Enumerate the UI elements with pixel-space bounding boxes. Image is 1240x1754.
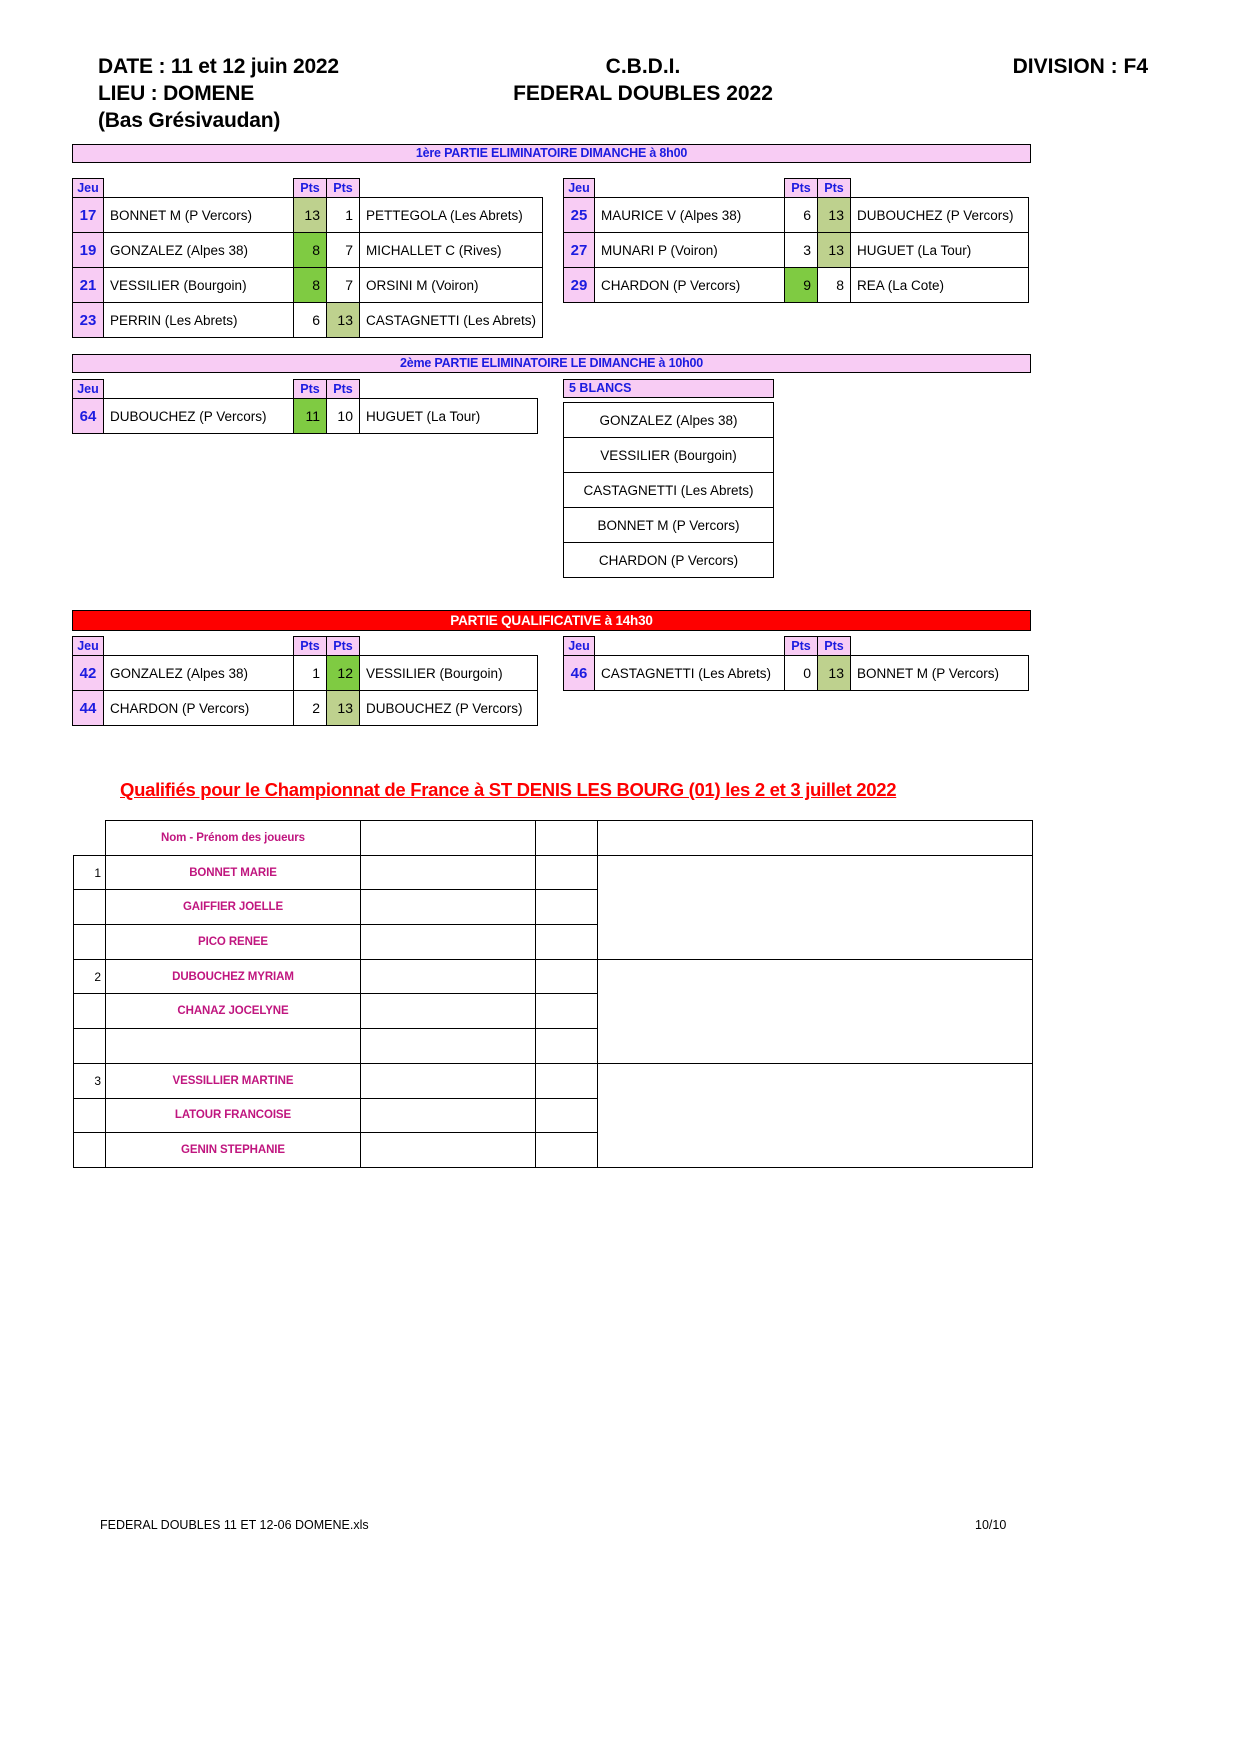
qualified-blank-cell-2 — [536, 1133, 598, 1168]
section1-right-table — [563, 178, 1029, 303]
s1r-player-left: MUNARI P (Voiron) — [595, 233, 785, 268]
qualified-blank-cell-3 — [598, 959, 1033, 994]
section1-left-table — [72, 178, 543, 338]
qualified-blank-cell-1 — [361, 1133, 536, 1168]
s1l-score-left: 6 — [294, 303, 327, 338]
qualified-name-header: Nom - Prénom des joueurs — [106, 821, 361, 856]
event-location-sub: (Bas Grésivaudan) — [98, 109, 281, 132]
section1-banner: 1ère PARTIE ELIMINATOIRE DIMANCHE à 8h00 — [72, 144, 1031, 163]
s2l-spacer-2 — [360, 380, 538, 399]
qualified-blank-cell-1 — [361, 1098, 536, 1133]
qualified-team-index: 1 — [74, 855, 106, 890]
s3l-game-number: 44 — [73, 691, 104, 726]
s2l-player-left: DUBOUCHEZ (P Vercors) — [104, 399, 294, 434]
blancs-row — [564, 508, 774, 543]
s1r-score-left: 6 — [785, 198, 818, 233]
s3l-player-left: CHARDON (P Vercors) — [104, 691, 294, 726]
s3r-spacer-2 — [851, 637, 1029, 656]
match-row — [73, 268, 543, 303]
s3l-score-right: 13 — [327, 691, 360, 726]
s2l-player-right: HUGUET (La Tour) — [360, 399, 538, 434]
qualified-player-row — [74, 925, 1033, 960]
s1l-player-left: GONZALEZ (Alpes 38) — [104, 233, 294, 268]
blancs-list-table — [563, 402, 774, 578]
s1l-score-right: 7 — [327, 233, 360, 268]
qualified-player-name: GAIFFIER JOELLE — [106, 890, 361, 925]
s1r-score-left: 3 — [785, 233, 818, 268]
match-row — [73, 198, 543, 233]
s1r-spacer-2 — [851, 179, 1029, 198]
s1l-game-number: 23 — [73, 303, 104, 338]
blancs-player-name: CHARDON (P Vercors) — [564, 543, 774, 578]
qualified-player-name: VESSILLIER MARTINE — [106, 1063, 361, 1098]
s1l-score-right: 1 — [327, 198, 360, 233]
s2l-score-right: 10 — [327, 399, 360, 434]
s1l-player-right: ORSINI M (Voiron) — [360, 268, 543, 303]
s3r-spacer-1 — [595, 637, 785, 656]
qualified-blank-cell-3 — [598, 1063, 1033, 1098]
qualified-player-name: DUBOUCHEZ MYRIAM — [106, 959, 361, 994]
s3l-score-right: 12 — [327, 656, 360, 691]
qualified-player-name: GENIN STEPHANIE — [106, 1133, 361, 1168]
s3l-score-left: 2 — [294, 691, 327, 726]
qualified-player-name: BONNET MARIE — [106, 855, 361, 890]
s1r-game-number: 27 — [564, 233, 595, 268]
s3l-pts-label-1: Pts — [294, 637, 327, 656]
blancs-player-name: CASTAGNETTI (Les Abrets) — [564, 473, 774, 508]
s1l-label-row — [73, 179, 543, 198]
qualified-team-index — [74, 1029, 106, 1064]
s1r-player-right: DUBOUCHEZ (P Vercors) — [851, 198, 1029, 233]
s1r-score-left: 9 — [785, 268, 818, 303]
s2l-score-left: 11 — [294, 399, 327, 434]
qualified-player-row — [74, 1063, 1033, 1098]
division-label: DIVISION : F4 — [1012, 55, 1148, 78]
s3l-player-right: DUBOUCHEZ (P Vercors) — [360, 691, 538, 726]
s3l-score-left: 1 — [294, 656, 327, 691]
qualified-blank-cell-3 — [598, 1029, 1033, 1064]
section3-right-table — [563, 636, 1029, 691]
section3-left-table — [72, 636, 538, 726]
footer-filename: FEDERAL DOUBLES 11 ET 12-06 DOMENE.xls — [100, 1518, 369, 1532]
qualified-blank-cell-2 — [536, 1029, 598, 1064]
qualified-blank-cell-3 — [598, 994, 1033, 1029]
s2l-spacer-1 — [104, 380, 294, 399]
s1r-score-right: 8 — [818, 268, 851, 303]
qualified-player-name — [106, 1029, 361, 1064]
organizer-name: C.B.D.I. — [605, 55, 681, 78]
s1r-game-number: 29 — [564, 268, 595, 303]
s3r-score-right: 13 — [818, 656, 851, 691]
qualified-blank-cell-2 — [536, 1063, 598, 1098]
s1r-pts-label-2: Pts — [818, 179, 851, 198]
s1l-player-right: MICHALLET C (Rives) — [360, 233, 543, 268]
qualified-player-row — [74, 890, 1033, 925]
s1l-score-left: 8 — [294, 233, 327, 268]
footer-page-number: 10/10 — [975, 1518, 1007, 1532]
qualified-player-row — [74, 1133, 1033, 1168]
s1l-player-left: PERRIN (Les Abrets) — [104, 303, 294, 338]
s1r-player-right: HUGUET (La Tour) — [851, 233, 1029, 268]
s1l-player-right: CASTAGNETTI (Les Abrets) — [360, 303, 543, 338]
s3r-label-row — [564, 637, 1029, 656]
s1l-pts-label-2: Pts — [327, 179, 360, 198]
qualified-blank-cell-3 — [598, 1133, 1033, 1168]
blancs-row — [564, 473, 774, 508]
s3l-jeu-label: Jeu — [73, 637, 104, 656]
match-row — [73, 656, 538, 691]
s1l-game-number: 19 — [73, 233, 104, 268]
s3l-spacer-2 — [360, 637, 538, 656]
section2-match-table — [72, 379, 538, 434]
s3r-player-right: BONNET M (P Vercors) — [851, 656, 1029, 691]
event-date: DATE : 11 et 12 juin 2022 — [98, 55, 339, 78]
match-row — [73, 303, 543, 338]
s2l-jeu-label: Jeu — [73, 380, 104, 399]
qualified-player-name: CHANAZ JOCELYNE — [106, 994, 361, 1029]
qualified-player-name: PICO RENEE — [106, 925, 361, 960]
s1r-score-right: 13 — [818, 233, 851, 268]
match-row — [564, 233, 1029, 268]
s3l-player-right: VESSILIER (Bourgoin) — [360, 656, 538, 691]
s1l-score-right: 7 — [327, 268, 360, 303]
qualified-player-row — [74, 1029, 1033, 1064]
qualified-col3-header — [598, 821, 1033, 856]
qualified-team-index: 3 — [74, 1063, 106, 1098]
s1r-player-right: REA (La Cote) — [851, 268, 1029, 303]
event-location: LIEU : DOMENE — [98, 82, 255, 105]
s3r-score-left: 0 — [785, 656, 818, 691]
s3l-pts-label-2: Pts — [327, 637, 360, 656]
s1r-label-row — [564, 179, 1029, 198]
qualified-blank-cell-1 — [361, 959, 536, 994]
blancs-header: 5 BLANCS — [563, 379, 774, 398]
match-row — [73, 233, 543, 268]
s2l-pts-label-2: Pts — [327, 380, 360, 399]
qualified-blank-cell-2 — [536, 994, 598, 1029]
s1l-game-number: 17 — [73, 198, 104, 233]
s1r-player-left: MAURICE V (Alpes 38) — [595, 198, 785, 233]
qualified-blank-cell-2 — [536, 925, 598, 960]
match-row — [564, 268, 1029, 303]
s1l-pts-label-1: Pts — [294, 179, 327, 198]
s1l-player-right: PETTEGOLA (Les Abrets) — [360, 198, 543, 233]
s3r-game-number: 46 — [564, 656, 595, 691]
blancs-row — [564, 543, 774, 578]
qualified-blank-cell-1 — [361, 925, 536, 960]
qualified-blank-cell-3 — [598, 855, 1033, 890]
qualified-blank-cell-2 — [536, 890, 598, 925]
match-row — [73, 399, 538, 434]
qualified-team-index — [74, 994, 106, 1029]
s3r-pts-label-2: Pts — [818, 637, 851, 656]
qualified-blank-cell-1 — [361, 1029, 536, 1064]
qualified-player-row — [74, 959, 1033, 994]
qualified-team-index: 2 — [74, 959, 106, 994]
qualified-header-row — [74, 821, 1033, 856]
qualified-team-index — [74, 1133, 106, 1168]
s1l-player-left: VESSILIER (Bourgoin) — [104, 268, 294, 303]
s3l-spacer-1 — [104, 637, 294, 656]
qualified-col1-header — [361, 821, 536, 856]
qualified-team-index — [74, 1098, 106, 1133]
match-row — [564, 198, 1029, 233]
qualified-blank-cell-3 — [598, 1098, 1033, 1133]
qualified-col2-header — [536, 821, 598, 856]
s3l-label-row — [73, 637, 538, 656]
s3l-player-left: GONZALEZ (Alpes 38) — [104, 656, 294, 691]
blancs-row — [564, 403, 774, 438]
s1r-score-right: 13 — [818, 198, 851, 233]
qualified-blank-cell-2 — [536, 1098, 598, 1133]
s1l-score-left: 8 — [294, 268, 327, 303]
s1l-player-left: BONNET M (P Vercors) — [104, 198, 294, 233]
qualified-player-row — [74, 855, 1033, 890]
qualified-player-row — [74, 1098, 1033, 1133]
qualified-blank-cell-1 — [361, 994, 536, 1029]
s3r-pts-label-1: Pts — [785, 637, 818, 656]
blancs-player-name: VESSILIER (Bourgoin) — [564, 438, 774, 473]
s1l-score-left: 13 — [294, 198, 327, 233]
s1l-game-number: 21 — [73, 268, 104, 303]
s1r-jeu-label: Jeu — [564, 179, 595, 198]
qualified-blank-cell-2 — [536, 959, 598, 994]
blancs-player-name: GONZALEZ (Alpes 38) — [564, 403, 774, 438]
s1r-pts-label-1: Pts — [785, 179, 818, 198]
qualified-index-header — [74, 821, 106, 856]
s2l-game-number: 64 — [73, 399, 104, 434]
event-title: FEDERAL DOUBLES 2022 — [513, 82, 773, 105]
s3r-jeu-label: Jeu — [564, 637, 595, 656]
s1l-spacer-2 — [360, 179, 543, 198]
qualified-team-index — [74, 890, 106, 925]
qualified-player-name: LATOUR FRANCOISE — [106, 1098, 361, 1133]
section2-banner: 2ème PARTIE ELIMINATOIRE LE DIMANCHE à 10h00 — [72, 354, 1031, 373]
qualified-blank-cell-1 — [361, 890, 536, 925]
qualified-title: Qualifiés pour le Championnat de France à ST DENIS LES BOURG (01) les 2 et 3 juillet 2022 — [120, 779, 897, 800]
qualified-blank-cell-1 — [361, 855, 536, 890]
document-header — [98, 55, 1148, 136]
s1l-jeu-label: Jeu — [73, 179, 104, 198]
section3-banner: PARTIE QUALIFICATIVE à 14h30 — [72, 610, 1031, 631]
blancs-player-name: BONNET M (P Vercors) — [564, 508, 774, 543]
qualified-player-row — [74, 994, 1033, 1029]
s2l-pts-label-1: Pts — [294, 380, 327, 399]
match-row — [73, 691, 538, 726]
s3l-game-number: 42 — [73, 656, 104, 691]
qualified-blank-cell-3 — [598, 890, 1033, 925]
qualified-blank-cell-3 — [598, 925, 1033, 960]
blancs-row — [564, 438, 774, 473]
qualified-blank-cell-2 — [536, 855, 598, 890]
match-row — [564, 656, 1029, 691]
s2l-label-row — [73, 380, 538, 399]
s1l-score-right: 13 — [327, 303, 360, 338]
s1r-game-number: 25 — [564, 198, 595, 233]
s1r-spacer-1 — [595, 179, 785, 198]
qualified-team-index — [74, 925, 106, 960]
s1l-spacer-1 — [104, 179, 294, 198]
s1r-player-left: CHARDON (P Vercors) — [595, 268, 785, 303]
s3r-player-left: CASTAGNETTI (Les Abrets) — [595, 656, 785, 691]
qualified-players-table — [73, 820, 1033, 1168]
qualified-blank-cell-1 — [361, 1063, 536, 1098]
